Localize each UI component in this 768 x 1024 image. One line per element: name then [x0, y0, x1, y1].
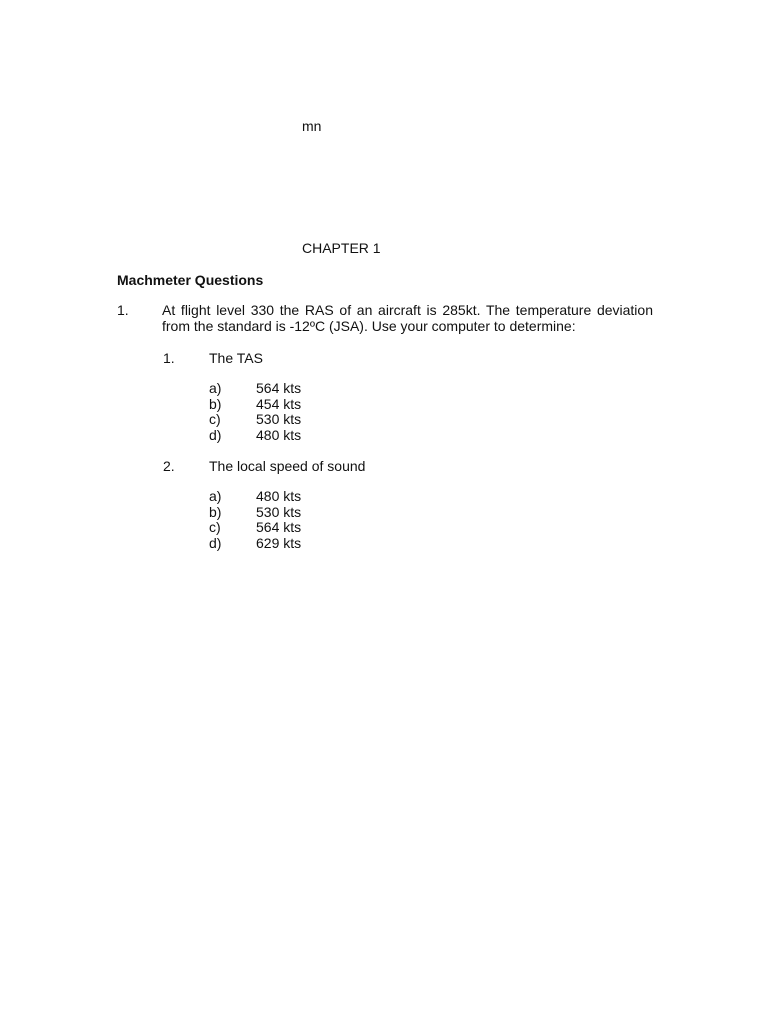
part-text: The TAS: [209, 350, 263, 366]
option-letter: c): [209, 519, 221, 535]
option-letter: a): [209, 488, 222, 504]
option-text: 564 kts: [256, 519, 302, 535]
option-letter: b): [209, 504, 222, 520]
part-number: 2.: [163, 458, 175, 474]
option-text: 564 kts: [256, 380, 302, 396]
option-letter: d): [209, 535, 222, 551]
option-text: 454 kts: [256, 396, 302, 412]
option-text: 629 kts: [256, 535, 302, 551]
part-number: 1.: [163, 350, 175, 366]
option-text: 530 kts: [256, 411, 302, 427]
chapter-heading: CHAPTER 1: [302, 240, 381, 256]
option-letter: d): [209, 427, 222, 443]
option-letter: b): [209, 396, 222, 412]
option-letter: c): [209, 411, 221, 427]
option-letter: a): [209, 380, 222, 396]
header-mark: mn: [302, 118, 322, 134]
option-text: 480 kts: [256, 427, 302, 443]
question-number: 1.: [117, 302, 129, 318]
option-text: 530 kts: [256, 504, 302, 520]
section-title: Machmeter Questions: [117, 272, 264, 288]
part-text: The local speed of sound: [209, 458, 366, 474]
option-text: 480 kts: [256, 488, 302, 504]
question-text: At flight level 330 the RAS of an aircraft is 285kt. The temperature deviation from the standard is -12ºC (JSA). Use your computer to determine:: [162, 302, 653, 334]
